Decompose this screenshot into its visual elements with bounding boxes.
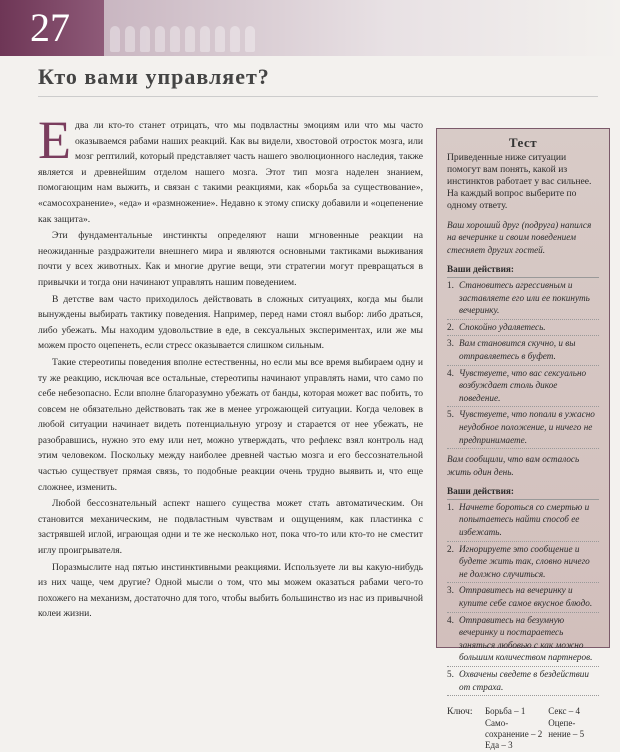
page-number-block (0, 0, 104, 56)
dropcap: Е (38, 110, 71, 170)
list-item: 1. Становитесь агрессивным и заставляете его или ее покинуть вечеринку. (447, 278, 599, 320)
scenario-1: Ваш хороший друг (подруга) напился на вечеринке и своим поведением стесняет других гостей. (447, 219, 592, 255)
main-text (38, 110, 423, 623)
list-item: 2. Спокойно удаляетесь. (447, 320, 599, 337)
key-column-1: Борьба – 1 Само- сохранение – 2 Еда – 3 (485, 706, 543, 751)
key-label: Ключ: (447, 706, 473, 718)
test-sidebar (436, 128, 610, 751)
actions-heading-2: Ваши действия: (447, 485, 599, 500)
list-item: 4. Отправитесь на безумную вечеринку и постараетесь заняться любовью с как можно большим количеством партнеров. (447, 613, 599, 667)
decorative-figures (110, 26, 255, 52)
list-item: 3. Вам становится скучно, и вы отправляетесь в буфет. (447, 336, 599, 365)
key-column-2: Секс – 4 Оцепе- нение – 5 (548, 706, 585, 739)
list-item: 2. Игнорируете это сообщение и будете жить так, словно ничего не должно случиться. (447, 542, 599, 584)
paragraph: Такие стереотипы поведения вполне естественны, но если мы все время выбираем одну и ту же реакцию, исключая все остальные, стереотипы начинают управлять нами, что само по себе небезопасно. Если вполне благоразумно убежать от банды, которая может вас побить, то совсем не обязательно действовать так же в менее угрожающей ситуации. Когда человек в любой ситуации начинает видеть потенциальную угрозу и старается от нее убежать, не разобравшись, нужно это ему или нет, можно утверждать, что рефлекс взял контроль над этим человеком. Поскольку между наиболее древней частью мозга и его бессознательной частью существует прямая связь, то подобные реакции очень трудно выявить и, что еще сложнее, изменить. (38, 356, 423, 493)
test-intro: Приведенные ниже ситуации помогут вам понять, какой из инстинктов работает у вас сильнее. На каждый вопрос выберите по одному ответу. (447, 151, 592, 211)
paragraph: Поразмыслите над пятью инстинктивными реакциями. Используете ли вы какую-нибудь из них чаще, чем другие? Одной мысли о том, что мы можем оказаться рабами чего-то похожего на механизм, достаточно для того, чтобы выбить большинство из нас из привычной колеи жизни. (38, 561, 423, 620)
paragraph: Любой бессознательный аспект нашего существа может стать автоматическим. Он становится механическим, не подвластным чувствам и ощущениям, как пластинка с застрявшей иглой, играющая одни и те же несколько нот, пока что-то или кто-то не сместит иглу проигрывателя. (38, 498, 423, 557)
actions-heading-1: Ваши действия: (447, 263, 599, 278)
list-item: 3. Отправитесь на вечеринку и купите себе самое вкусное блюдо. (447, 583, 599, 612)
paragraph: Эти фундаментальные инстинкты определяют наши мгновенные реакции на неожиданные раздражители внешнего мира и являются основными тактиками выживания почти у всех животных. Как и многие другие вещи, эти стратегии могут превращаться в привычки и тогда они начинают управлять нашим поведением. (38, 230, 423, 288)
action-list-1 (447, 278, 599, 449)
paragraph: В детстве вам часто приходилось действовать в сложных ситуациях, когда мы были вынуждены выбирать тактику поведения. Например, перед нами стоял выбор: либо драться, либо убежать. Мы находим удовольствие в еде, в сексуальных экспериментах, или же мы можем просто оцепенеть, если стресс оказывается слишком сильным. (38, 293, 423, 352)
chapter-title: Кто вами управляет? (38, 64, 270, 89)
list-item: 5. Чувствуете, что попали в ужасно неудобное положение, и ничего не предпринимаете. (447, 407, 599, 449)
scenario-2: Вам сообщили, что вам осталось жить один день. (447, 454, 580, 477)
list-item: 1. Начнете бороться со смертью и попытаетесь найти способ ее избежать. (447, 500, 599, 542)
list-item: 5. Охвачены сведете в бездействии от страха. (447, 667, 599, 696)
title-rule (38, 96, 598, 97)
test-title: Тест (508, 135, 538, 150)
paragraph: Едва ли кто-то станет отрицать, что мы подвластны эмоциям или что мы часто оказываемся рабами наших реакций. Как вы видели, хвостовой отросток мозга, или мозг рептилий, который представляет часть нашего эволюционного наследия, также является и древнейшим отделом нашего мозга. Этот тип мозга наделен знанием, помогающим нам выжить, и связан с такими реакциями, как «борьба за существование», «самосохранение», «еда» и «размножение». Недавно к этому списку добавили и «оцепенение как защита». (38, 110, 423, 225)
action-list-2 (447, 500, 599, 696)
list-item: 4. Чувствуете, что вас сексуально возбуждает столь дикое поведение. (447, 366, 599, 408)
answer-key (447, 706, 599, 752)
page-number: 27 (30, 5, 70, 50)
